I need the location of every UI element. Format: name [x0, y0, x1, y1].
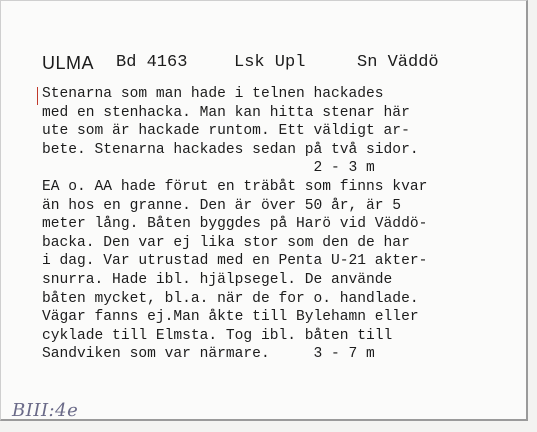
text-line: 2 - 3 m — [42, 160, 375, 177]
text-line: Stenarna som man hade i telnen hackades — [42, 86, 384, 102]
text-line: Sandviken som var närmare. 3 - 7 m — [42, 346, 375, 363]
parish-label: Sn Väddö — [357, 53, 439, 72]
card-body-text — [42, 85, 502, 364]
text-line: båten mycket, bl.a. när de for o. handlade. — [42, 290, 419, 307]
text-line: EA o. AA hade förut en träbåt som finns kvar — [42, 178, 428, 195]
archive-label: ULMA — [42, 53, 95, 73]
handwritten-note: BIII:4e — [12, 400, 79, 421]
text-line: än hos en granne. Den är över 50 år, är 5 — [42, 197, 402, 214]
text-line: med en stenhacka. Man kan hitta stenar här — [42, 104, 410, 121]
province-label: Lsk Upl — [234, 53, 306, 72]
text-line: i dag. Var utrustad med en Penta U-21 akter- — [42, 253, 428, 270]
text-line: backa. Den var ej lika stor som den de har — [42, 234, 410, 251]
text-line: Vägar fanns ej.Man åkte till Bylehamn eller — [42, 309, 419, 326]
margin-mark — [37, 87, 38, 105]
text-line: meter lång. Båten byggdes på Harö vid Väddö- — [42, 216, 428, 233]
text-line: snurra. Hade ibl. hjälpsegel. De använde — [42, 271, 393, 288]
volume-number: Bd 4163 — [116, 53, 188, 72]
text-line: ute som är hackade runtom. Ett väldigt ar- — [42, 123, 410, 140]
card-header — [42, 53, 522, 77]
text-line: cyklade till Elmsta. Tog ibl. båten till — [42, 327, 393, 344]
text-line: bete. Stenarna hackades sedan på två sidor. — [42, 141, 419, 158]
